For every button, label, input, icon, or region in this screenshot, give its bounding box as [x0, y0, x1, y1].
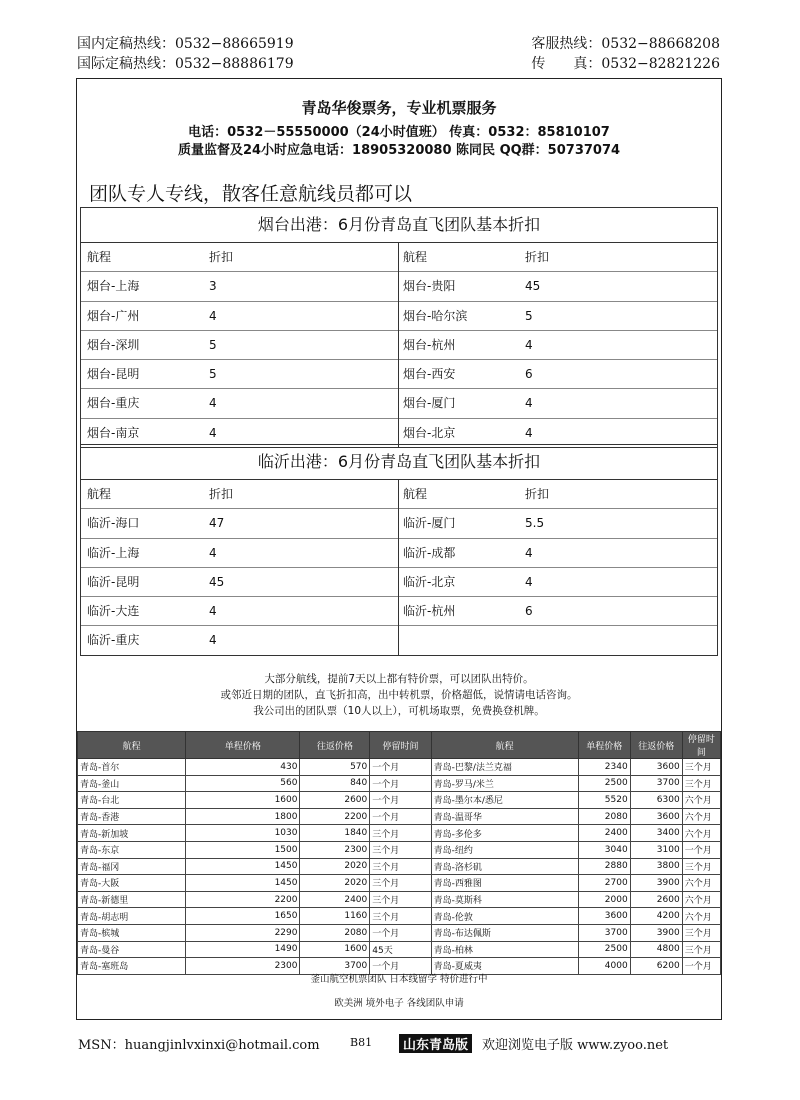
- table-row: [399, 626, 717, 654]
- discount: 4: [209, 425, 217, 440]
- route: 烟台-贵阳: [403, 279, 456, 294]
- discount: 4: [525, 574, 533, 589]
- route: 烟台-深圳: [87, 337, 140, 352]
- col-discount: 折扣: [525, 487, 550, 501]
- table-cell: 青岛-大阪: [78, 875, 186, 892]
- route: 临沂-厦门: [403, 516, 456, 531]
- discount: 3: [209, 279, 217, 294]
- table-cell: 45天: [370, 941, 431, 958]
- table-cell: 570: [300, 759, 370, 776]
- column-header: 航程: [431, 732, 578, 759]
- table-cell: 2340: [578, 759, 630, 776]
- discount: 4: [525, 425, 533, 440]
- table-row: [81, 626, 398, 654]
- note-line: 大部分航线，提前7天以上都有特价票，可以团队出特价。: [264, 673, 534, 685]
- table-cell: 3700: [578, 924, 630, 941]
- discount: 4: [209, 308, 217, 323]
- table-cell: 2400: [300, 891, 370, 908]
- table-cell: 青岛-多伦多: [431, 825, 578, 842]
- edition-badge: 山东青岛版: [399, 1034, 472, 1053]
- table-cell: 三个月: [370, 891, 431, 908]
- note-line: 我公司出的团队票（10人以上），可机场取票，免费换登机牌。: [253, 705, 545, 717]
- yantai-right-column: [399, 243, 717, 447]
- table-cell: 2500: [578, 941, 630, 958]
- table-row: [81, 360, 398, 389]
- column-header: 停留时间: [370, 732, 431, 759]
- table-row: [399, 302, 717, 331]
- route: 烟台-昆明: [87, 367, 140, 382]
- discount: 45: [525, 279, 541, 294]
- table-cell: 青岛-莫斯科: [431, 891, 578, 908]
- slogan: 团队专人专线，散客任意航线员都可以: [89, 183, 413, 205]
- table-cell: 2500: [578, 775, 630, 792]
- table-row: [81, 539, 398, 568]
- ad-frame: [76, 78, 722, 1020]
- table-cell: 1030: [186, 825, 300, 842]
- left-hotlines: [77, 34, 294, 74]
- discount: 4: [525, 337, 533, 352]
- linyi-right-column: [399, 480, 717, 655]
- table-cell: 三个月: [370, 875, 431, 892]
- table-cell: 一个月: [370, 808, 431, 825]
- table-cell: 六个月: [682, 808, 720, 825]
- table-cell: 1500: [186, 841, 300, 858]
- table-cell: 三个月: [370, 858, 431, 875]
- discount: 4: [209, 396, 217, 411]
- column-header: 单程价格: [578, 732, 630, 759]
- table-row: [399, 568, 717, 597]
- domestic-hotline: 国内定稿热线：0532−88665919: [77, 36, 294, 52]
- table-cell: 青岛-塞班岛: [78, 958, 186, 975]
- table-cell: 青岛-曼谷: [78, 941, 186, 958]
- table-cell: 6200: [630, 958, 682, 975]
- table-cell: 4800: [630, 941, 682, 958]
- table-cell: 一个月: [682, 841, 720, 858]
- table-header-row: [399, 243, 717, 272]
- table-cell: 3900: [630, 875, 682, 892]
- table-cell: 六个月: [682, 908, 720, 925]
- yantai-title: 烟台出港：6月份青岛直飞团队基本折扣: [81, 208, 717, 243]
- discount: 4: [525, 396, 533, 411]
- table-cell: 六个月: [682, 792, 720, 809]
- table-cell: 3700: [630, 775, 682, 792]
- table-cell: 3700: [300, 958, 370, 975]
- msn-contact: MSN：huangjinlvxinxi@hotmail.com: [78, 1038, 320, 1053]
- footer-line: 欧美洲 境外电子 各线团队申请: [334, 998, 464, 1009]
- table-cell: 3040: [578, 841, 630, 858]
- table-row: [399, 331, 717, 360]
- table-cell: 青岛-福冈: [78, 858, 186, 875]
- table-cell: 一个月: [370, 958, 431, 975]
- table-row: [78, 808, 721, 825]
- route: 烟台-广州: [87, 308, 140, 323]
- page-number: B81: [350, 1036, 373, 1049]
- table-row: [78, 825, 721, 842]
- linyi-left-column: [81, 480, 399, 655]
- table-row: [78, 775, 721, 792]
- column-header: 航程: [78, 732, 186, 759]
- table-row: [81, 568, 398, 597]
- discount: 6: [525, 604, 533, 619]
- table-row: [81, 509, 398, 538]
- route: 烟台-杭州: [403, 337, 456, 352]
- route: 烟台-西安: [403, 367, 456, 382]
- table-header-row: [81, 480, 398, 509]
- discount: 4: [209, 545, 217, 560]
- discount: 4: [209, 604, 217, 619]
- table-row: [81, 597, 398, 626]
- table-cell: 3600: [630, 808, 682, 825]
- table-cell: 1490: [186, 941, 300, 958]
- table-row: [81, 419, 398, 447]
- website-text: 欢迎浏览电子版 www.zyoo.net: [482, 1038, 669, 1053]
- table-row: [399, 509, 717, 538]
- table-cell: 5520: [578, 792, 630, 809]
- table-cell: 青岛-洛杉矶: [431, 858, 578, 875]
- table-cell: 青岛-西雅图: [431, 875, 578, 892]
- table-row: [78, 891, 721, 908]
- table-row: [78, 941, 721, 958]
- bottom-bar: [78, 1034, 718, 1056]
- table-row: [78, 792, 721, 809]
- yantai-discount-block: [80, 207, 718, 448]
- table-row: [399, 389, 717, 418]
- col-route: 航程: [403, 250, 428, 264]
- table-cell: 430: [186, 759, 300, 776]
- table-row: [78, 924, 721, 941]
- table-row: [81, 331, 398, 360]
- company-name: 青岛华俊票务，专业机票服务: [301, 99, 497, 117]
- table-cell: 青岛-巴黎/法兰克福: [431, 759, 578, 776]
- col-route: 航程: [87, 250, 112, 264]
- table-cell: 1450: [186, 875, 300, 892]
- table-header-row: [399, 480, 717, 509]
- table-cell: 青岛-香港: [78, 808, 186, 825]
- table-row: [399, 419, 717, 447]
- route: 临沂-北京: [403, 574, 456, 589]
- discount: 5.5: [525, 516, 545, 531]
- table-row: [81, 272, 398, 301]
- table-cell: 3600: [630, 759, 682, 776]
- service-hotline: 客服热线：0532−88668208: [531, 36, 720, 52]
- discount: 45: [209, 574, 225, 589]
- table-row: [81, 389, 398, 418]
- route: 临沂-杭州: [403, 604, 456, 619]
- table-cell: 1160: [300, 908, 370, 925]
- table-cell: 青岛-纽约: [431, 841, 578, 858]
- table-cell: 2600: [630, 891, 682, 908]
- route: 烟台-哈尔滨: [403, 308, 468, 323]
- linyi-discount-block: [80, 444, 718, 656]
- route: 烟台-上海: [87, 279, 140, 294]
- right-hotlines: [531, 34, 720, 74]
- discount: 5: [525, 308, 533, 323]
- table-cell: 青岛-新加坡: [78, 825, 186, 842]
- table-cell: 青岛-胡志明: [78, 908, 186, 925]
- yantai-left-column: [81, 243, 399, 447]
- table-cell: 一个月: [370, 775, 431, 792]
- table-cell: 六个月: [682, 875, 720, 892]
- table-header-row: [78, 732, 721, 759]
- table-cell: 一个月: [682, 958, 720, 975]
- table-cell: 三个月: [682, 858, 720, 875]
- table-cell: 青岛-夏威夷: [431, 958, 578, 975]
- discount: 4: [525, 545, 533, 560]
- route: 临沂-昆明: [87, 574, 140, 589]
- table-cell: 三个月: [370, 825, 431, 842]
- table-cell: 一个月: [370, 792, 431, 809]
- table-cell: 三个月: [682, 924, 720, 941]
- table-row: [78, 841, 721, 858]
- table-cell: 2020: [300, 858, 370, 875]
- discount: 4: [209, 633, 217, 648]
- company-phone-line: 电话：0532－55550000（24小时值班） 传真：0532：85810107: [188, 125, 610, 140]
- col-discount: 折扣: [209, 487, 234, 501]
- route: 临沂-大连: [87, 604, 140, 619]
- table-cell: 青岛-东京: [78, 841, 186, 858]
- route: 临沂-上海: [87, 545, 140, 560]
- footer-line: 釜山航空机票团队 日本线留学 特价进行中: [310, 974, 488, 985]
- route: 烟台-南京: [87, 425, 140, 440]
- table-cell: 1840: [300, 825, 370, 842]
- column-header: 往返价格: [300, 732, 370, 759]
- table-row: [78, 858, 721, 875]
- table-cell: 2020: [300, 875, 370, 892]
- table-cell: 6300: [630, 792, 682, 809]
- table-row: [78, 759, 721, 776]
- table-row: [78, 908, 721, 925]
- table-cell: 青岛-柏林: [431, 941, 578, 958]
- table-cell: 青岛-罗马/米兰: [431, 775, 578, 792]
- table-cell: 2000: [578, 891, 630, 908]
- table-cell: 一个月: [370, 924, 431, 941]
- table-cell: 三个月: [370, 908, 431, 925]
- col-discount: 折扣: [525, 250, 550, 264]
- table-cell: 青岛-槟城: [78, 924, 186, 941]
- table-cell: 3100: [630, 841, 682, 858]
- table-cell: 青岛-首尔: [78, 759, 186, 776]
- table-row: [399, 272, 717, 301]
- intl-hotline: 国际定稿热线：0532−88886179: [77, 56, 294, 72]
- table-header-row: [81, 243, 398, 272]
- table-cell: 2300: [186, 958, 300, 975]
- col-route: 航程: [87, 487, 112, 501]
- table-cell: 560: [186, 775, 300, 792]
- table-cell: 840: [300, 775, 370, 792]
- table-cell: 2700: [578, 875, 630, 892]
- table-cell: 1650: [186, 908, 300, 925]
- linyi-title: 临沂出港：6月份青岛直飞团队基本折扣: [81, 445, 717, 480]
- table-cell: 2290: [186, 924, 300, 941]
- discount: 47: [209, 516, 225, 531]
- route: 烟台-北京: [403, 425, 456, 440]
- table-cell: 2300: [300, 841, 370, 858]
- table-cell: 1450: [186, 858, 300, 875]
- note-line: 或邻近日期的团队，直飞折扣高，出中转机票，价格超低，说情请电话咨询。: [220, 689, 578, 701]
- column-header: 往返价格: [630, 732, 682, 759]
- col-route: 航程: [403, 487, 428, 501]
- route: 临沂-成都: [403, 545, 456, 560]
- col-discount: 折扣: [209, 250, 234, 264]
- table-row: [399, 597, 717, 626]
- table-cell: 2080: [578, 808, 630, 825]
- column-header: 单程价格: [186, 732, 300, 759]
- discount: 5: [209, 337, 217, 352]
- table-cell: 2400: [578, 825, 630, 842]
- table-row: [81, 302, 398, 331]
- table-cell: 1600: [300, 941, 370, 958]
- table-cell: 1600: [186, 792, 300, 809]
- route: 临沂-重庆: [87, 633, 140, 648]
- table-cell: 青岛-台北: [78, 792, 186, 809]
- table-cell: 三个月: [682, 941, 720, 958]
- table-cell: 三个月: [682, 775, 720, 792]
- route: 临沂-海口: [87, 516, 140, 531]
- table-cell: 青岛-伦敦: [431, 908, 578, 925]
- table-cell: 六个月: [682, 825, 720, 842]
- table-cell: 六个月: [682, 891, 720, 908]
- table-cell: 青岛-布达佩斯: [431, 924, 578, 941]
- table-cell: 青岛-新德里: [78, 891, 186, 908]
- table-cell: 3400: [630, 825, 682, 842]
- table-cell: 3900: [630, 924, 682, 941]
- table-row: [399, 360, 717, 389]
- table-cell: 2880: [578, 858, 630, 875]
- table-cell: 1800: [186, 808, 300, 825]
- table-cell: 一个月: [370, 759, 431, 776]
- table-cell: 2080: [300, 924, 370, 941]
- table-cell: 三个月: [682, 759, 720, 776]
- table-cell: 三个月: [370, 841, 431, 858]
- company-supervision-line: 质量监督及24小时应急电话：18905320080 陈同民 QQ群：50737074: [177, 143, 621, 158]
- fax-number: 传 真：0532−82821226: [531, 56, 720, 72]
- table-cell: 青岛-墨尔本/悉尼: [431, 792, 578, 809]
- table-cell: 4200: [630, 908, 682, 925]
- table-cell: 2600: [300, 792, 370, 809]
- intl-fare-table: [77, 731, 721, 975]
- table-cell: 3800: [630, 858, 682, 875]
- table-row: [78, 875, 721, 892]
- table-cell: 3600: [578, 908, 630, 925]
- table-cell: 4000: [578, 958, 630, 975]
- table-cell: 2200: [186, 891, 300, 908]
- route: 烟台-重庆: [87, 396, 140, 411]
- table-cell: 青岛-釜山: [78, 775, 186, 792]
- table-row: [399, 539, 717, 568]
- discount: 6: [525, 367, 533, 382]
- discount: 5: [209, 367, 217, 382]
- column-header: 停留时间: [682, 732, 720, 759]
- table-cell: 2200: [300, 808, 370, 825]
- table-cell: 青岛-温哥华: [431, 808, 578, 825]
- notes: [77, 671, 721, 719]
- route: 烟台-厦门: [403, 396, 456, 411]
